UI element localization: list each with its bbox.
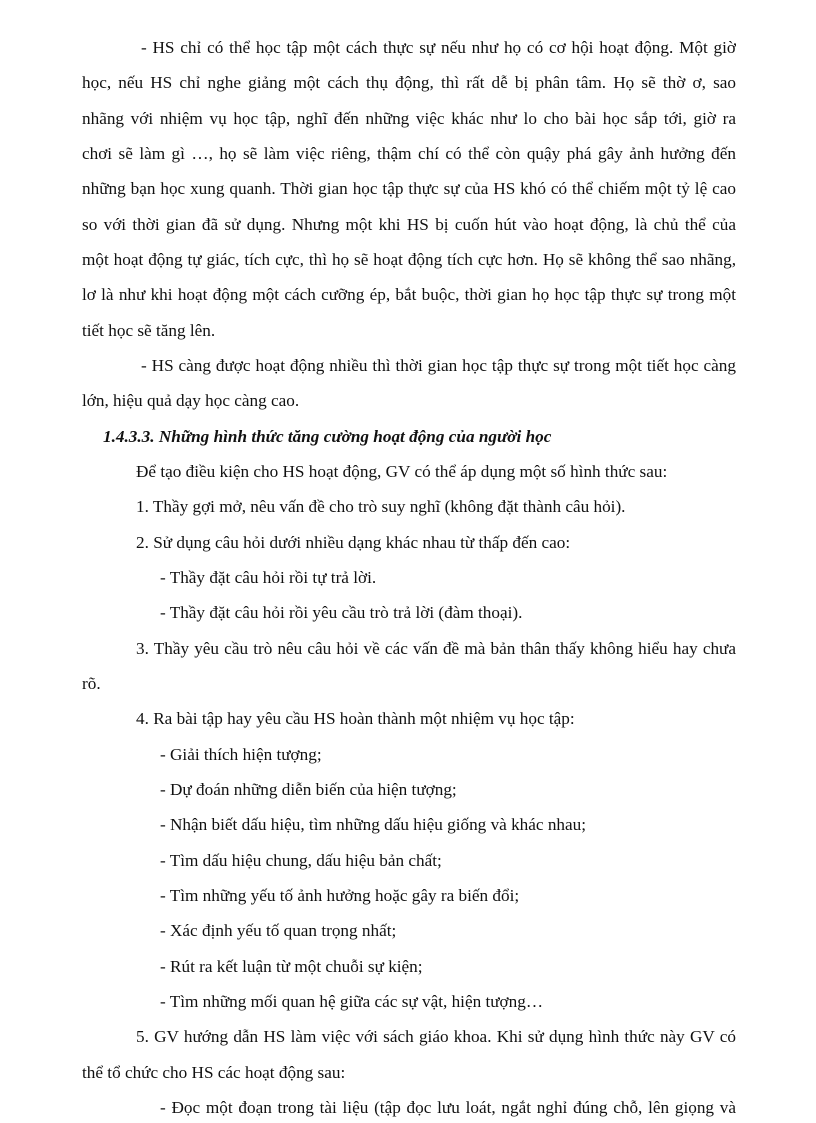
sub-item: - Đọc một đoạn trong tài liệu (tập đọc lưu loát, ngắt nghỉ đúng chỗ, lên giọng và xyxy=(160,1098,736,1117)
paragraph-1-line: học, nếu HS chỉ nghe giảng một cách thụ động, thì rất dễ bị phân tâm. Họ sẽ thờ ơ, sao xyxy=(82,73,736,92)
list-item-1: 1. Thầy gợi mở, nêu vấn đề cho trò suy nghĩ (không đặt thành câu hỏi). xyxy=(136,497,626,516)
sub-item: - Tìm những mối quan hệ giữa các sự vật, hiện tượng… xyxy=(160,992,544,1011)
sub-item: - Dự đoán những diễn biến của hiện tượng; xyxy=(160,780,457,799)
paragraph-1-line: một hoạt động tự giác, tích cực, thì họ sẽ hoạt động tích cực hơn. Họ sẽ không thể sao nhãng, xyxy=(82,250,736,269)
sub-item: - Giải thích hiện tượng; xyxy=(160,745,322,764)
intro-text: Để tạo điều kiện cho HS hoạt động, GV có thể áp dụng một số hình thức sau: xyxy=(136,462,668,481)
list-item-5: 5. GV hướng dẫn HS làm việc với sách giáo khoa. Khi sử dụng hình thức này GV có xyxy=(136,1027,736,1046)
sub-item: - Nhận biết dấu hiệu, tìm những dấu hiệu giống và khác nhau; xyxy=(160,815,587,834)
paragraph-1-line: so với thời gian đã sử dụng. Nhưng một khi HS bị cuốn hút vào hoạt động, là chủ thể của xyxy=(82,215,736,234)
sub-item: - Thầy đặt câu hỏi rồi yêu cầu trò trả lời (đàm thoại). xyxy=(160,603,523,622)
paragraph-1-line: tiết học sẽ tăng lên. xyxy=(82,321,216,340)
section-heading: 1.4.3.3. Những hình thức tăng cường hoạt động của người học xyxy=(103,427,552,446)
paragraph-2-line: - HS càng được hoạt động nhiều thì thời gian học tập thực sự trong một tiết học càng xyxy=(141,356,736,375)
list-item-2: 2. Sử dụng câu hỏi dưới nhiều dạng khác nhau từ thấp đến cao: xyxy=(136,533,571,552)
paragraph-1-line: nhãng với nhiệm vụ học tập, nghĩ đến những việc khác như lo cho bài học sắp tới, giờ ra xyxy=(82,109,736,128)
list-item-3-cont: rõ. xyxy=(82,674,101,693)
list-item-4: 4. Ra bài tập hay yêu cầu HS hoàn thành một nhiệm vụ học tập: xyxy=(136,709,575,728)
sub-item: - Rút ra kết luận từ một chuỗi sự kiện; xyxy=(160,957,423,976)
paragraph-1-line: lơ là như khi hoạt động một cách cưỡng ép, bắt buộc, thời gian họ học tập thực sự trong một xyxy=(82,285,736,304)
paragraph-1-line: chơi sẽ làm gì …, họ sẽ làm việc riêng, thậm chí có thể còn quậy phá gây ảnh hưởng đến xyxy=(82,144,736,163)
sub-item: - Tìm dấu hiệu chung, dấu hiệu bản chất; xyxy=(160,851,442,870)
paragraph-1-line: - HS chỉ có thể học tập một cách thực sự nếu như họ có cơ hội hoạt động. Một giờ xyxy=(141,38,736,57)
paragraph-1-line: những bạn học xung quanh. Thời gian học tập thực sự của HS khó có thể chiếm một tỷ lệ cao xyxy=(82,179,736,198)
paragraph-2-line: lớn, hiệu quả dạy học càng cao. xyxy=(82,391,300,410)
list-item-5-cont: thể tổ chức cho HS các hoạt động sau: xyxy=(82,1063,346,1082)
sub-item: - Tìm những yếu tố ảnh hưởng hoặc gây ra biến đổi; xyxy=(160,886,520,905)
list-item-3: 3. Thầy yêu cầu trò nêu câu hỏi về các vấn đề mà bản thân thấy không hiểu hay chưa xyxy=(136,639,736,658)
sub-item: - Thầy đặt câu hỏi rồi tự trả lời. xyxy=(160,568,377,587)
sub-item: - Xác định yếu tố quan trọng nhất; xyxy=(160,921,397,940)
